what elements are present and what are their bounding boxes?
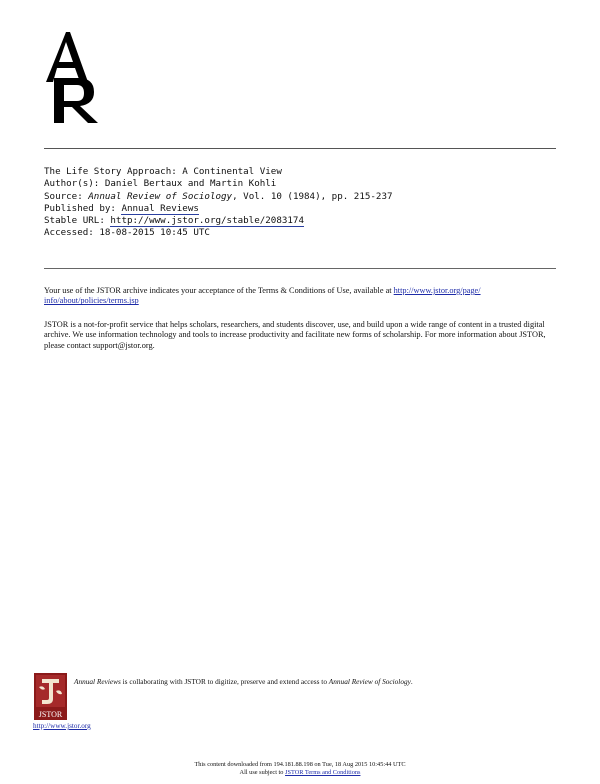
terms-text: Your use of the JSTOR archive indicates your acceptance of the Terms & Conditions of Use, available at <box>44 286 394 295</box>
use-notice <box>0 769 600 776</box>
article-title: The Life Story Approach: A Continental View <box>44 166 282 177</box>
terms-conditions-link[interactable]: JSTOR Terms and Conditions <box>285 769 361 776</box>
collaboration-statement <box>74 677 413 686</box>
jstor-logo-text: JSTOR <box>38 710 63 719</box>
article-authors: Author(s): Daniel Bertaux and Martin Kohli <box>44 178 277 190</box>
publisher-link[interactable]: Annual Reviews <box>121 202 199 214</box>
annual-reviews-logo <box>44 30 100 125</box>
source-journal: Annual Review of Sociology <box>88 190 233 202</box>
article-stable-url <box>44 215 393 227</box>
source-prefix: Source: <box>44 190 89 202</box>
source-suffix: , Vol. 10 (1984), pp. 215-237 <box>232 190 393 202</box>
article-publisher <box>44 203 393 215</box>
article-accessed: Accessed: 18-08-2015 10:45 UTC <box>44 227 210 239</box>
download-notice: This content downloaded from 194.181.88.198 on Tue, 18 Aug 2015 10:45:44 UTC <box>194 761 406 768</box>
stable-prefix: Stable URL: <box>44 215 111 227</box>
collab-end: . <box>410 677 413 686</box>
published-prefix: Published by: <box>44 202 122 214</box>
divider-rule <box>44 268 556 269</box>
about-jstor-paragraph: JSTOR is a not-for-profit service that helps scholars, researchers, and students discover, use, and build upon a wide range of content in a trusted digital archive. We use information technology and tools to increase productivity and facilitate new forms of scholarship. For more information about JSTOR, please contact support@jstor.org. <box>44 320 546 350</box>
stable-url-link[interactable]: http://www.jstor.org/stable/2083174 <box>110 215 304 227</box>
use-prefix: All use subject to <box>239 769 286 776</box>
terms-link-part1[interactable]: http://www.jstor.org/page/ <box>393 286 481 295</box>
article-source <box>44 191 393 203</box>
header-rule <box>44 148 556 149</box>
jstor-logo <box>34 673 67 720</box>
article-metadata <box>44 166 393 240</box>
collab-middle: is collaborating with JSTOR to digitize, preserve and extend access to <box>120 677 329 686</box>
jstor-home-link[interactable]: http://www.jstor.org <box>33 722 91 730</box>
terms-paragraph <box>44 286 556 307</box>
collab-publisher: Annual Reviews <box>74 677 121 686</box>
terms-link-part2[interactable]: info/about/policies/terms.jsp <box>44 296 139 306</box>
collab-journal: Annual Review of Sociology <box>328 677 411 686</box>
